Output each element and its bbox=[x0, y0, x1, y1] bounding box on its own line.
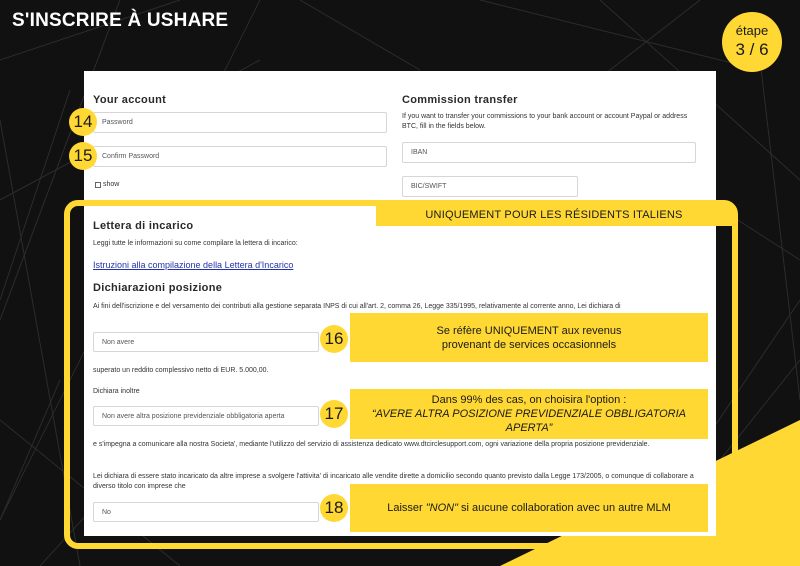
italian-residents-banner: UNIQUEMENT POUR LES RÉSIDENTS ITALIENS bbox=[376, 204, 732, 226]
dichiarazioni-para1: Ai fini dell'iscrizione e del versamento dei contributi alla gestione separata INPS di cui all'art. 2, comma 26, Legge 335/1995, relativamente al corrente anno, Lei dichiara di bbox=[93, 303, 621, 310]
step-14-marker: 14 bbox=[69, 108, 97, 136]
step-number: 3 / 6 bbox=[735, 40, 769, 59]
note-16-line2: provenant de services occasionnels bbox=[441, 338, 617, 351]
note-18-prefix: Laisser bbox=[387, 502, 426, 514]
commission-transfer-title: Commission transfer bbox=[402, 94, 518, 106]
mlm-collaboration-select[interactable]: No bbox=[93, 502, 319, 522]
income-select[interactable]: Non avere bbox=[93, 332, 319, 352]
step-15-marker: 15 bbox=[69, 142, 97, 170]
lettera-instructions-link[interactable]: Istruzioni alla compilazione della Lettera d'Incarico bbox=[93, 260, 294, 270]
step-18-marker: 18 bbox=[320, 494, 348, 522]
note-16-line1: Se réfère UNIQUEMENT aux revenus bbox=[436, 324, 622, 337]
note-16 bbox=[350, 313, 708, 362]
note-18-suffix: si aucune collaboration avec un autre MLM bbox=[458, 502, 671, 514]
note-17 bbox=[350, 389, 708, 439]
checkbox-box[interactable] bbox=[95, 182, 101, 188]
dichiara-inoltre-label: Dichiara inoltre bbox=[93, 388, 140, 395]
dichiarazioni-para4: Lei dichiara di essere stato incaricato da altre imprese a svolgere l'attivita' di incaricato alle vendite dirette a domicilio secondo quanto previsto dalla Legge 173/2005, o comunque di collaborare a diverso titolo con imprese che bbox=[93, 473, 694, 490]
note-18 bbox=[350, 484, 708, 532]
your-account-title: Your account bbox=[93, 94, 167, 106]
note-17-line2: “AVERE ALTRA POSIZIONE PREVIDENZIALE OBBLIGATORIA bbox=[372, 408, 686, 420]
show-label: show bbox=[103, 181, 120, 188]
step-word: étape bbox=[735, 23, 769, 38]
page-title: S'INSCRIRE À USHARE bbox=[12, 10, 229, 31]
password-input[interactable]: Password bbox=[93, 112, 387, 133]
bic-swift-input[interactable]: BIC/SWIFT bbox=[402, 176, 578, 197]
note-17-line1: Dans 99% des cas, on choisira l'option : bbox=[431, 394, 627, 406]
step-16-marker: 16 bbox=[320, 325, 348, 353]
dichiarazioni-para3: e s'impegna a comunicare alla nostra Societa', mediante l'utilizzo del servizio di assistenza dedicato www.dtcirclesupport.com, ogni variazione della propria posizione previdenziale. bbox=[93, 441, 650, 448]
iban-input[interactable]: IBAN bbox=[402, 142, 696, 163]
lettera-title: Lettera di incarico bbox=[93, 220, 194, 232]
dichiarazioni-para2: superato un reddito complessivo netto di EUR. 5.000,00. bbox=[93, 367, 269, 374]
dichiarazioni-title: Dichiarazioni posizione bbox=[93, 282, 223, 294]
lettera-intro: Leggi tutte le informazioni su come compilare la lettera di incarico: bbox=[93, 240, 298, 247]
step-17-marker: 17 bbox=[320, 400, 348, 428]
show-password-checkbox[interactable] bbox=[95, 181, 119, 188]
commission-description: If you want to transfer your commissions to your bank account or account Paypal or address BTC, fill in the fields below. bbox=[402, 113, 688, 130]
note-17-line3: APERTA” bbox=[505, 422, 553, 434]
pension-position-select[interactable]: Non avere altra posizione previdenziale obbligatoria aperta bbox=[93, 406, 319, 426]
note-18-emphasis: "NON" bbox=[425, 502, 458, 514]
step-badge bbox=[722, 12, 782, 72]
confirm-password-input[interactable]: Confirm Password bbox=[93, 146, 387, 167]
